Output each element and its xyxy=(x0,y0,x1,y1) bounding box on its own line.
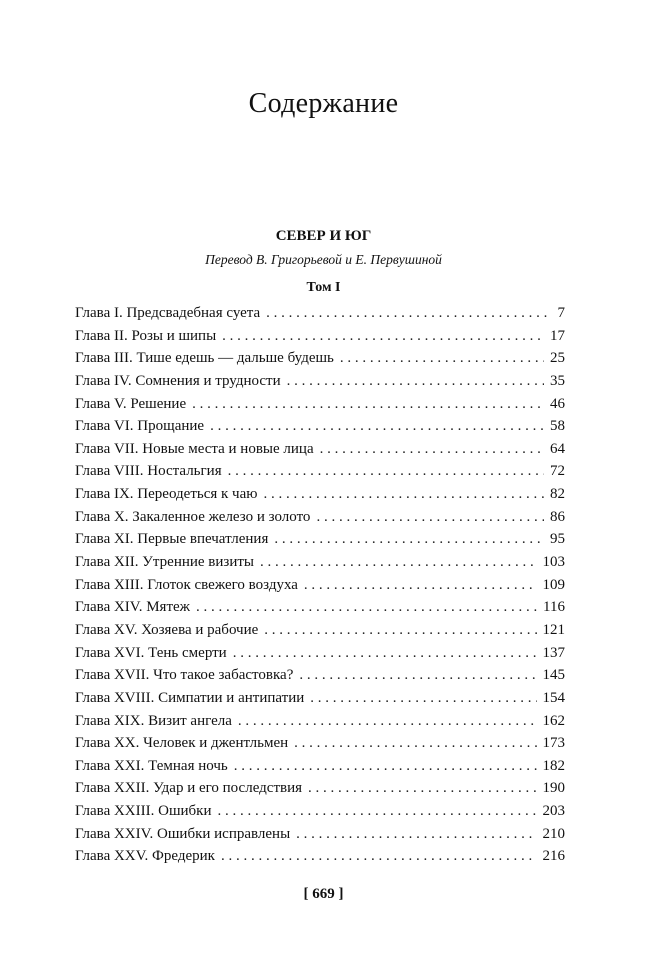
toc-entry-title: Глава XII. Утренние визиты xyxy=(75,554,255,571)
toc-entry-page: 182 xyxy=(542,757,565,774)
toc-entry-title: Глава XXIII. Ошибки xyxy=(75,803,212,820)
toc-entry-page: 109 xyxy=(542,576,565,593)
toc-entry-title: Глава VI. Прощание xyxy=(75,418,205,435)
toc-entry-title: Глава XX. Человек и джентльмен xyxy=(75,735,289,752)
page-number: [ 669 ] xyxy=(303,886,344,902)
toc-entry-page: 46 xyxy=(550,395,565,412)
dot-leader xyxy=(316,506,544,529)
toc-entry-page: 173 xyxy=(542,735,565,752)
toc-entry-title: Глава XV. Хозяева и рабочие xyxy=(75,621,259,638)
toc-entry-page: 64 xyxy=(550,440,565,457)
toc-entry-title: Глава X. Закаленное железо и золото xyxy=(75,508,311,525)
toc-entry xyxy=(75,574,565,597)
toc-entry-title: Глава I. Предсвадебная суета xyxy=(75,305,261,321)
dot-leader xyxy=(196,596,537,619)
dot-leader xyxy=(228,460,544,483)
toc-entry-title: Глава XIX. Визит ангела xyxy=(75,712,232,729)
toc-entry-page: 103 xyxy=(542,554,565,571)
toc-entry xyxy=(75,325,565,348)
dot-leader xyxy=(340,347,544,370)
toc-entry-page: 82 xyxy=(550,486,565,503)
toc-entry xyxy=(75,732,565,755)
toc-entry-page: 116 xyxy=(543,599,565,616)
toc-entry-title: Глава XVI. Тень смерти xyxy=(75,644,227,661)
toc-entry-title: Глава XI. Первые впечатления xyxy=(75,531,269,548)
toc-entry xyxy=(75,438,565,461)
toc-entry-page: 72 xyxy=(550,463,565,480)
toc-entry xyxy=(75,460,565,483)
toc-entry-title: Глава VII. Новые места и новые лица xyxy=(75,440,314,457)
dot-leader xyxy=(287,370,544,393)
dot-leader xyxy=(274,528,544,551)
toc-entry xyxy=(75,347,565,370)
toc-entry-page: 17 xyxy=(550,327,565,344)
toc-entry-page: 216 xyxy=(542,848,565,865)
toc-entry-title: Глава II. Розы и шипы xyxy=(75,327,217,344)
toc-entry-title: Глава IV. Сомнения и трудности xyxy=(75,372,281,389)
toc-entry-title: Глава XXIV. Ошибки исправлены xyxy=(75,825,291,842)
toc-entry-title: Глава V. Решение xyxy=(75,395,187,412)
dot-leader xyxy=(294,732,536,755)
dot-leader xyxy=(320,438,544,461)
toc-entry-page: 121 xyxy=(542,621,565,638)
toc-entry xyxy=(75,302,565,325)
dot-leader xyxy=(218,800,537,823)
toc-entry-title: Глава XXI. Темная ночь xyxy=(75,757,228,774)
toc-entry xyxy=(75,823,565,846)
translators-credit: Перевод В. Григорьевой и Е. Первушиной xyxy=(205,252,442,267)
toc-entry xyxy=(75,777,565,800)
dot-leader xyxy=(310,687,536,710)
dot-leader xyxy=(266,302,551,325)
dot-leader xyxy=(304,574,537,597)
table-of-contents xyxy=(75,302,565,868)
toc-entry-title: Глава XIII. Глоток свежего воздуха xyxy=(75,576,298,593)
toc-entry xyxy=(75,551,565,574)
dot-leader xyxy=(263,483,544,506)
toc-entry xyxy=(75,483,565,506)
toc-entry xyxy=(75,845,565,868)
toc-entry xyxy=(75,596,565,619)
toc-entry-title: Глава III. Тише едешь — дальше будешь xyxy=(75,350,334,367)
toc-entry-page: 190 xyxy=(542,780,565,797)
toc-entry xyxy=(75,710,565,733)
toc-entry-title: Глава XIV. Мятеж xyxy=(75,599,191,616)
dot-leader xyxy=(222,325,544,348)
dot-leader xyxy=(210,415,544,438)
dot-leader xyxy=(234,755,537,778)
toc-entry xyxy=(75,370,565,393)
dot-leader xyxy=(238,710,537,733)
toc-entry xyxy=(75,415,565,438)
toc-entry-title: Глава XXV. Фредерик xyxy=(75,848,215,865)
toc-entry xyxy=(75,506,565,529)
toc-entry xyxy=(75,642,565,665)
dot-leader xyxy=(221,845,537,868)
toc-entry-title: Глава VIII. Ностальгия xyxy=(75,463,222,480)
page-title: Содержание xyxy=(248,88,399,119)
toc-entry-page: 210 xyxy=(542,825,565,842)
work-title: СЕВЕР И ЮГ xyxy=(275,228,372,244)
dot-leader xyxy=(233,642,537,665)
toc-entry-title: Глава XVIII. Симпатии и антипатии xyxy=(75,689,305,706)
toc-entry-title: Глава XXII. Удар и его последствия xyxy=(75,780,303,797)
dot-leader xyxy=(260,551,536,574)
dot-leader xyxy=(299,664,536,687)
toc-entry xyxy=(75,664,565,687)
toc-entry-page: 137 xyxy=(542,644,565,661)
toc-entry-page: 95 xyxy=(550,531,565,548)
dot-leader xyxy=(296,823,536,846)
toc-entry-page: 25 xyxy=(550,350,565,367)
toc-entry-page: 58 xyxy=(550,418,565,435)
toc-entry xyxy=(75,800,565,823)
toc-entry-page: 162 xyxy=(542,712,565,729)
toc-entry xyxy=(75,393,565,416)
toc-entry-title: Глава XVII. Что такое забастовка? xyxy=(75,667,294,684)
dot-leader xyxy=(308,777,536,800)
toc-entry-title: Глава IX. Переодеться к чаю xyxy=(75,486,258,503)
toc-entry-page: 145 xyxy=(542,667,565,684)
toc-entry-page: 154 xyxy=(542,689,565,706)
toc-entry xyxy=(75,755,565,778)
volume-heading: Том I xyxy=(306,280,341,295)
toc-entry-page: 7 xyxy=(557,305,565,321)
toc-entry xyxy=(75,528,565,551)
toc-entry-page: 203 xyxy=(542,803,565,820)
toc-entry-page: 35 xyxy=(550,372,565,389)
toc-entry xyxy=(75,619,565,642)
dot-leader xyxy=(264,619,536,642)
toc-entry xyxy=(75,687,565,710)
dot-leader xyxy=(192,393,544,416)
toc-entry-page: 86 xyxy=(550,508,565,525)
